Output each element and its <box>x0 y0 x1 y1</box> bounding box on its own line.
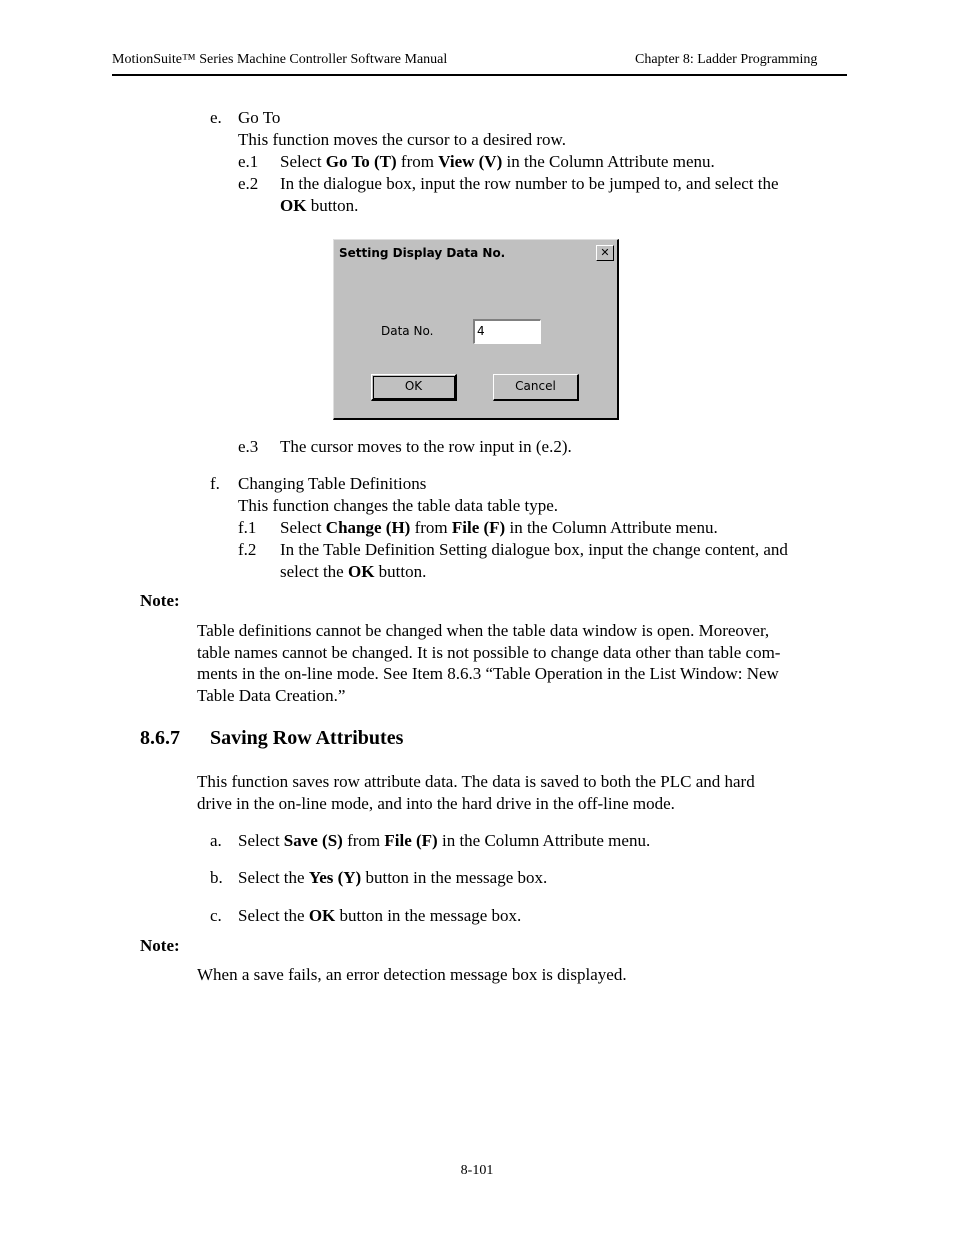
list-marker-a: a. <box>210 831 222 850</box>
step-f1-text: Select Change (H) from File (F) in the Column Attribute menu. <box>280 518 718 537</box>
list-marker-b: b. <box>210 868 223 887</box>
setting-display-data-dialog <box>333 239 619 420</box>
step-number-e2: e.2 <box>238 174 259 193</box>
step-a-text: Select Save (S) from File (F) in the Column Attribute menu. <box>238 831 651 850</box>
list-marker-c: c. <box>210 906 222 925</box>
note2-text: When a save fails, an error detection message box is displayed. <box>197 965 627 984</box>
step-number-e3: e.3 <box>238 437 259 456</box>
step-f2-line2: select the OK button. <box>280 562 427 581</box>
list-marker-e: e. <box>210 108 222 127</box>
note-label: Note: <box>140 591 180 610</box>
section-number: 8.6.7 <box>140 727 180 749</box>
step-e3-text: The cursor moves to the row input in (e.2). <box>280 437 572 456</box>
note2-label: Note: <box>140 936 180 955</box>
step-number-e1: e.1 <box>238 152 259 171</box>
header-chapter: Chapter 8: Ladder Programming <box>635 52 818 67</box>
dialog-title-bar <box>337 243 615 263</box>
step-e1-text: Select Go To (T) from View (V) in the Column Attribute menu. <box>280 152 715 171</box>
note1-line1: Table definitions cannot be changed when the table data window is open. Moreover, <box>197 621 770 640</box>
dialog-title: Setting Display Data No. <box>339 246 506 260</box>
list-marker-f: f. <box>210 474 220 493</box>
goto-title: Go To <box>238 108 281 127</box>
header-manual-title: MotionSuite™ Series Machine Controller Software Manual <box>112 52 448 67</box>
step-f2-line1: In the Table Definition Setting dialogue box, input the change content, and <box>280 540 788 559</box>
ok-button[interactable]: OK <box>371 374 457 401</box>
step-c-text: Select the OK button in the message box. <box>238 906 522 925</box>
data-no-label: Data No. <box>381 324 434 338</box>
goto-description: This function moves the cursor to a desired row. <box>238 130 566 149</box>
step-number-f1: f.1 <box>238 518 257 537</box>
note1-line4: Table Data Creation.” <box>197 686 346 705</box>
step-e2-line1: In the dialogue box, input the row number to be jumped to, and select the <box>280 174 779 193</box>
header-rule <box>112 74 847 76</box>
section-intro-line2: drive in the on-line mode, and into the hard drive in the off-line mode. <box>197 794 675 813</box>
close-icon[interactable]: ✕ <box>596 245 614 261</box>
note1-line3: ments in the on-line mode. See Item 8.6.3 “Table Operation in the List Window: New <box>197 664 779 683</box>
section-intro-line1: This function saves row attribute data. The data is saved to both the PLC and hard <box>197 772 755 791</box>
step-e2-line2: OK button. <box>280 196 359 215</box>
section-title: Saving Row Attributes <box>210 727 404 749</box>
change-description: This function changes the table data table type. <box>238 496 559 515</box>
change-title: Changing Table Definitions <box>238 474 427 493</box>
note1-line2: table names cannot be changed. It is not possible to change data other than table com- <box>197 643 781 662</box>
cancel-button[interactable]: Cancel <box>493 374 579 401</box>
step-b-text: Select the Yes (Y) button in the message box. <box>238 868 548 887</box>
page-number: 8-101 <box>460 1163 494 1178</box>
step-number-f2: f.2 <box>238 540 257 559</box>
data-no-input[interactable]: 4 <box>473 319 541 344</box>
